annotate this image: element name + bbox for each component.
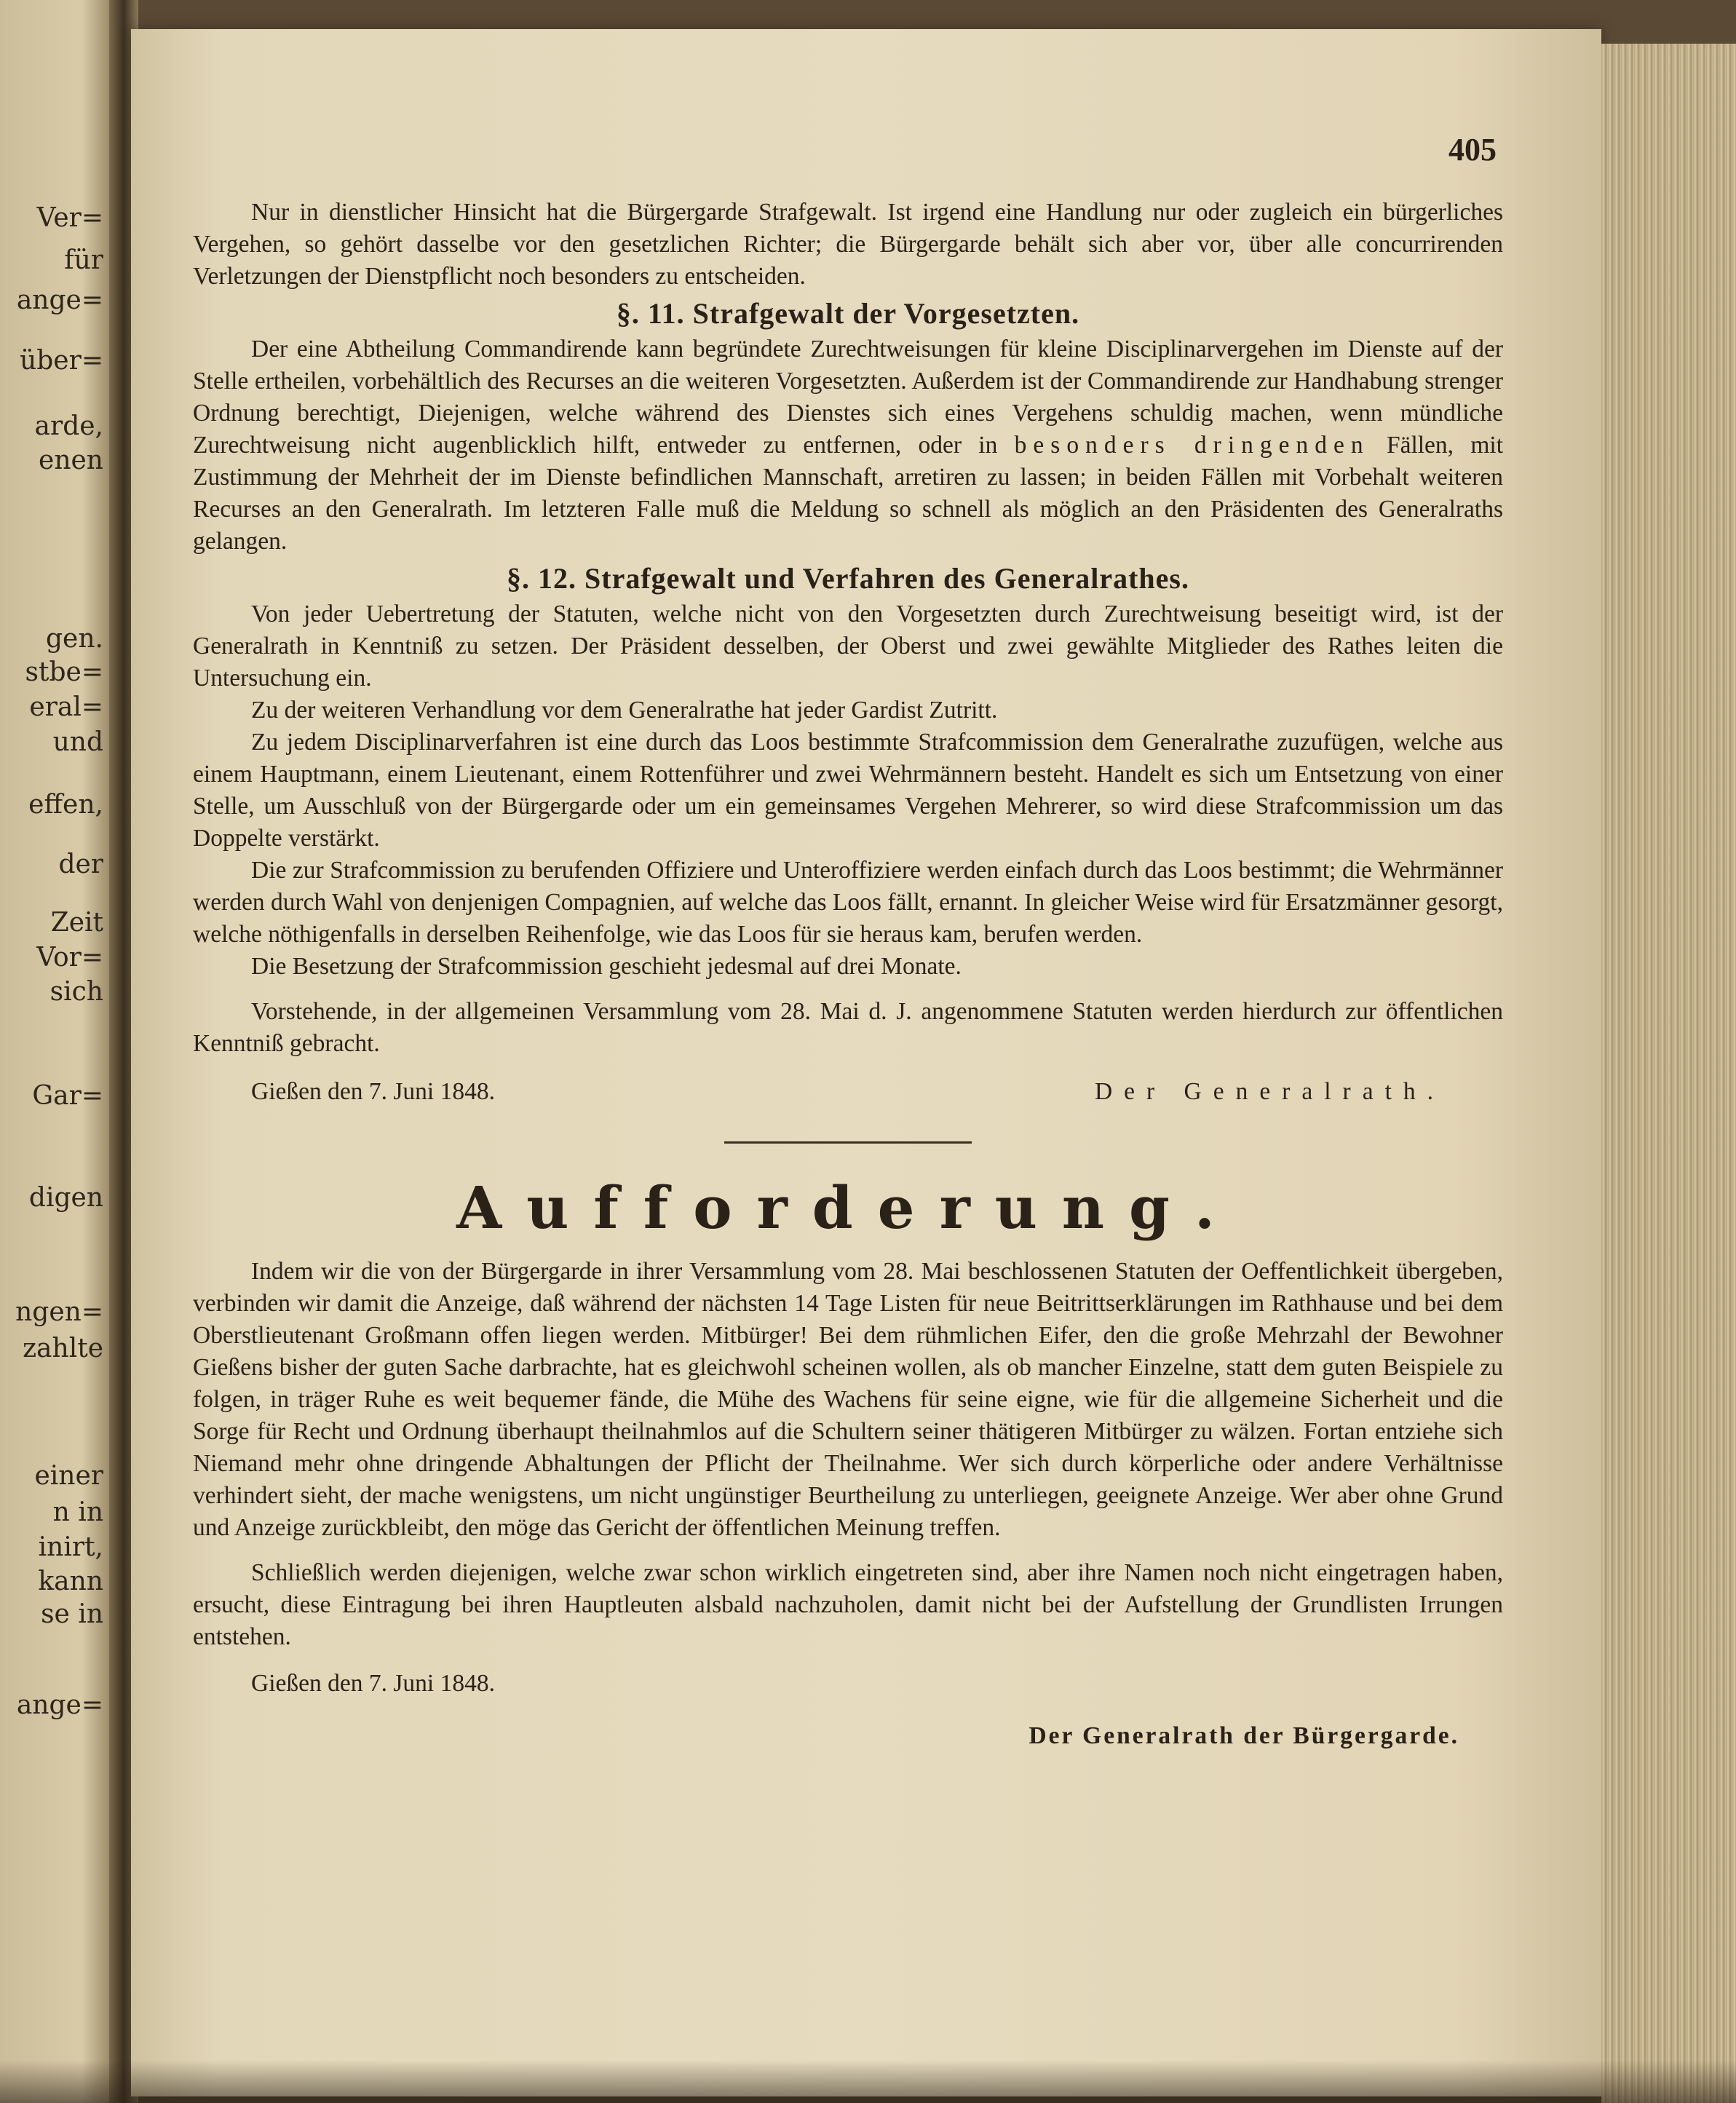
section12-paragraph: Von jeder Uebertretung der Statuten, welche nicht von den Vorgesetzten durch Zurechtweisung beseitigt wird, ist der Generalrath in Kenntniß zu setzen. Der Präsident desselben, der Oberst und zwei gewählte Mitglieder des Rathes leiten die Untersuchung ein. [193,601,1503,692]
page-number: 405 [1448,132,1497,167]
section12-heading: §. 12. Strafgewalt und Verfahren des Generalrathes. [507,562,1189,595]
left-page-fragment: arde, [34,411,103,441]
section11-text-part2: Fällen, mit Zustimmung der Mehrheit der im Dienste befindlichen Mannschaft, arretiren zu lassen; in beiden Fällen mit Vorbehalt weiteren Recurses an den Generalrath. Im letzteren Falle muß die Meldung so schnell als möglich an den Präsidenten des Generalraths gelangen. [193,432,1504,555]
left-page-fragment: inirt, [38,1532,103,1562]
section11-text-part1: Der eine Abtheilung Commandirende kann begründete Zurechtweisungen für kleine Disciplinarvergehen im Dienste auf der Stelle ertheilen, vorbehältlich des Recurses an die weiteren Vorgesetzten. Außerdem ist der Commandirende zur Handhabung strenger Ordnung berechtigt, Diejenigen, welche während des Dienstes sich eines Vergehens schuldig machen, wenn mündliche Zurechtweisung nicht augenblicklich hilft, entweder zu entfernen, oder in [193,336,1503,459]
closing-signature-row [193,1076,1503,1108]
left-page-fragment: kann [38,1567,103,1596]
page-content [193,197,1503,1752]
left-page-fragment: Gar= [32,1081,103,1111]
left-page-fragment: ange= [16,285,103,315]
left-page-fragment: Zeit [50,908,103,938]
left-page-fragment: gen. [46,624,103,654]
left-page-fragment: sich [49,977,103,1007]
left-page-fragment: Ver= [36,203,103,233]
left-page-fragment: ange= [16,1690,103,1720]
divider-rule [724,1141,972,1144]
left-page-fragment: se in [41,1599,103,1629]
left-page-fragment: eral= [29,692,103,722]
section11-text [193,333,1503,558]
section11-heading: §. 11. Strafgewalt der Vorgesetzten. [616,297,1080,330]
aufforderung-place-date: Gießen den 7. Juni 1848. [251,1670,495,1697]
aufforderung-paragraph: Schließlich werden diejenigen, welche zwar schon wirklich eingetreten sind, aber ihre Namen noch nicht eingetragen haben, ersucht, diese Eintragung bei ihren Hauptleuten alsbald nachzuholen, damit nicht bei der Aufstellung der Grundlisten Irrungen entstehen. [193,1559,1503,1650]
closing-text: Vorstehende, in der allgemeinen Versammlung vom 28. Mai d. J. angenommene Statuten werden hierdurch zur öffentlichen Kenntniß gebracht. [193,998,1503,1057]
left-page-fragment: zahlte [23,1334,103,1363]
left-page-fragment: Vor= [36,943,103,973]
left-page [0,0,116,2103]
closing-place-date: Gießen den 7. Juni 1848. [251,1078,495,1105]
section12-paragraph: Die zur Strafcommission zu berufenden Offiziere und Unteroffiziere werden einfach durch das Loos bestimmt; die Wehrmänner werden durch Wahl von denjenigen Compagnien, auf welche das Loos fällt, ernannt. In gleicher Weise wird für Ersatzmänner gesorgt, welche nöthigenfalls in derselben Reihenfolge, wie das Loos für sie heraus kam, berufen werden. [193,857,1503,948]
section10-tail: Nur in dienstlicher Hinsicht hat die Bürgergarde Strafgewalt. Ist irgend eine Handlung nur oder zugleich ein bürgerliches Vergehen, so gehört dasselbe vor den gesetzlichen Richter; die Bürgergarde behält sich aber vor, über alle concurrirenden Verletzungen der Dienstpflicht noch besonders zu entscheiden. [193,199,1503,290]
closing-signature: Der Generalrath. [1094,1078,1445,1105]
left-page-fragment: der [58,849,103,879]
section11-emphasis: besonders dringenden [1014,432,1370,459]
left-page-fragment: einer [34,1461,103,1491]
page-edges [1601,44,1736,2103]
section12-paragraph: Zu jedem Disciplinarverfahren ist eine durch das Loos bestimmte Strafcommission dem Generalrathe zuzufügen, welche aus einem Hauptmann, einem Lieutenant, einem Rottenführer und zwei Wehrmännern besteht. Handelt es sich um Entsetzung von einer Stelle, um Ausschluß von der Bürgergarde oder um ein gemeinsames Vergehen Mehrerer, so wird diese Strafcommission um das Doppelte verstärkt. [193,729,1503,852]
aufforderung-signature: Der Generalrath der Bürgergarde. [1028,1722,1459,1749]
left-page-fragment: für [64,245,103,275]
section12-paragraph: Die Besetzung der Strafcommission geschieht jedesmal auf drei Monate. [251,953,962,980]
bottom-shadow [0,2060,1736,2103]
aufforderung-title: Aufforderung. [456,1173,1240,1242]
left-page-fragment: effen, [28,790,103,820]
left-page-fragment: ngen= [15,1297,103,1327]
section12-paragraph: Zu der weiteren Verhandlung vor dem Generalrathe hat jeder Gardist Zutritt. [251,697,998,724]
left-page-fragment: über= [20,346,103,376]
aufforderung-paragraph: Indem wir die von der Bürgergarde in ihrer Versammlung vom 28. Mai beschlossenen Statuten der Oeffentlichkeit übergeben, verbinden wir damit die Anzeige, daß während der nächsten 14 Tage Listen für neue Beitrittserklärungen im Rathhause und bei dem Oberstlieutenant Großmann offen liegen werden. Mitbürger! Bei dem rühmlichen Eifer, den die große Mehrzahl der Bewohner Gießens bisher der guten Sache darbrachte, hat es gleichwohl scheinen wollen, als ob mancher Einzelne, statt dem guten Beispiele zu folgen, in träger Ruhe es weit bequemer fände, die Mühe des Wachens für seine eigne, wie für die allgemeine Sicherheit und die Sorge für Recht und Ordnung überhaupt theilnahmlos auf die Schultern seiner thätigeren Mitbürger zu wälzen. Fortan entziehe sich Niemand mehr ohne dringende Abhaltungen der Pflicht der Theilnahme. Wer sich durch körperliche oder andere Verhältnisse verhindert sieht, der mache wenigstens, um nicht ungünstiger Beurtheilung zu unterliegen, geeignete Anzeige. Wer aber ohne Grund und Anzeige zurückbleibt, den möge das Gericht der öffentlichen Meinung treffen. [193,1258,1503,1541]
left-page-fragment: enen [39,445,103,475]
left-page-fragment: digen [28,1183,103,1213]
left-page-fragment: stbe= [25,657,103,687]
left-page-fragment: n in [52,1497,103,1527]
left-page-fragment: und [52,727,103,757]
